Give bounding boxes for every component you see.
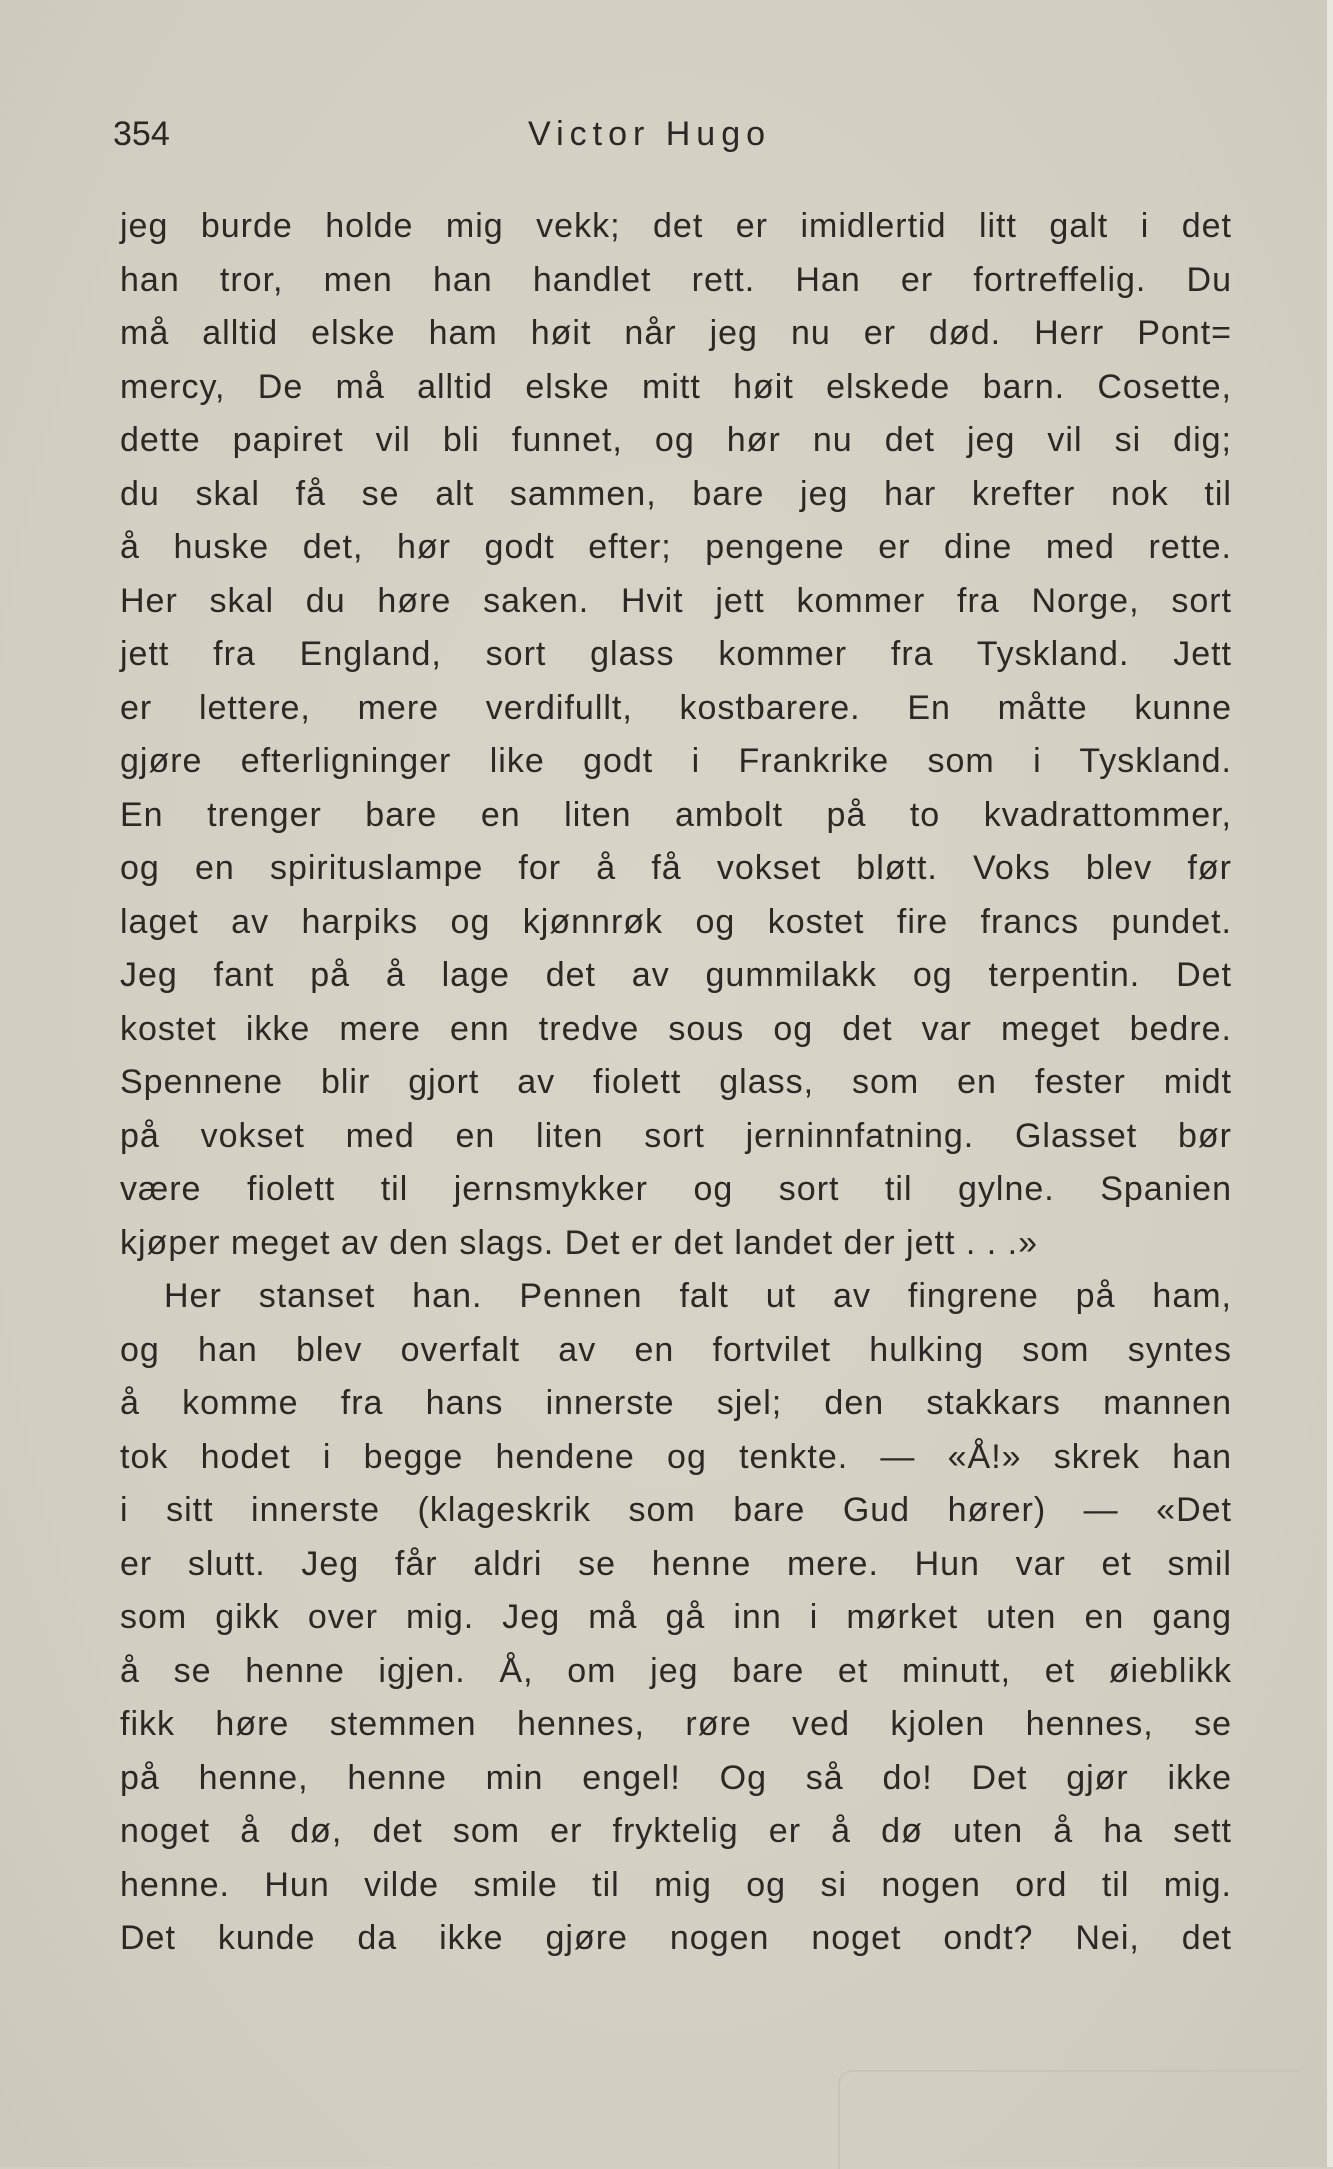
- text-line: i sitt innerste (klageskrik som bare Gud hører) — «Det: [120, 1491, 1232, 1529]
- text-line: er lettere, mere verdifullt, kostbarere. En måtte kunne: [120, 688, 1232, 727]
- text-line: Det kunde da ikke gjøre nogen noget ondt? Nei, det: [120, 1919, 1232, 1957]
- text-line: være fiolett til jernsmykker og sort til gylne. Spanien: [120, 1170, 1232, 1208]
- text-line: henne. Hun vilde smile til mig og si nogen ord til mig.: [120, 1865, 1232, 1904]
- text-line: og han blev overfalt av en fortvilet hulking som syntes: [120, 1330, 1232, 1369]
- text-line: Her skal du høre saken. Hvit jett kommer fra Norge, sort: [120, 581, 1232, 620]
- text-line: noget å dø, det som er fryktelig er å dø uten å ha sett: [120, 1812, 1232, 1850]
- text-line: på vokset med en liten sort jerninnfatning. Glasset bør: [120, 1116, 1232, 1155]
- page-number: 354: [113, 115, 170, 153]
- body-text: [120, 200, 1232, 1966]
- paragraph-start-line: Her stanset han. Pennen falt ut av fingrene på ham,: [164, 1277, 1232, 1315]
- text-line: jett fra England, sort glass kommer fra Tyskland. Jett: [120, 635, 1232, 673]
- text-line: å huske det, hør godt efter; pengene er dine med rette.: [120, 528, 1232, 566]
- paper-crease: [838, 2070, 1300, 2169]
- text-line: er slutt. Jeg får aldri se henne mere. Hun var et smil: [120, 1544, 1232, 1583]
- text-line: dette papiret vil bli funnet, og hør nu det jeg vil si dig;: [120, 421, 1232, 459]
- page-header: [113, 115, 1233, 165]
- text-line: å komme fra hans innerste sjel; den stakkars mannen: [120, 1384, 1232, 1422]
- text-line: tok hodet i begge hendene og tenkte. — «Å!» skrek han: [120, 1437, 1232, 1476]
- text-line: Spennene blir gjort av fiolett glass, som en fester midt: [120, 1063, 1232, 1101]
- text-line: du skal få se alt sammen, bare jeg har krefter nok til: [120, 474, 1232, 513]
- text-line: på henne, henne min engel! Og så do! Det gjør ikke: [120, 1758, 1232, 1797]
- text-line: gjøre efterligninger like godt i Frankrike som i Tyskland.: [120, 742, 1232, 780]
- text-line: å se henne igjen. Å, om jeg bare et minutt, et øieblikk: [120, 1651, 1232, 1690]
- text-line: En trenger bare en liten ambolt på to kvadrattommer,: [120, 795, 1232, 834]
- text-line: må alltid elske ham høit når jeg nu er død. Herr Pont=: [120, 314, 1232, 352]
- page-edge: [1327, 0, 1333, 2167]
- text-line: jeg burde holde mig vekk; det er imidlertid litt galt i det: [120, 207, 1232, 245]
- text-line: kostet ikke mere enn tredve sous og det var meget bedre.: [120, 1009, 1232, 1048]
- text-line: Jeg fant på å lage det av gummilakk og terpentin. Det: [120, 956, 1232, 994]
- text-line: og en spirituslampe for å få vokset bløtt. Voks blev før: [120, 849, 1232, 887]
- text-line: kjøper meget av den slags. Det er det landet der jett . . .»: [120, 1223, 1039, 1262]
- text-line: han tror, men han handlet rett. Han er fortreffelig. Du: [120, 260, 1232, 299]
- text-line: som gikk over mig. Jeg må gå inn i mørket uten en gang: [120, 1598, 1232, 1636]
- text-line: fikk høre stemmen hennes, røre ved kjolen hennes, se: [120, 1705, 1232, 1743]
- text-line: mercy, De må alltid elske mitt høit elskede barn. Cosette,: [120, 367, 1232, 406]
- running-head: Victor Hugo: [528, 115, 772, 153]
- text-line: laget av harpiks og kjønnrøk og kostet fire francs pundet.: [120, 902, 1232, 941]
